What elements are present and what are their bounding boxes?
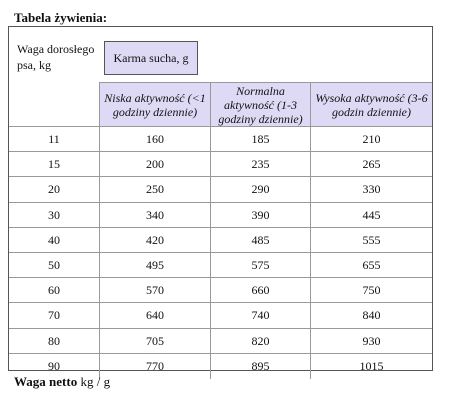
table-row xyxy=(9,176,432,202)
portion-cell: 340 xyxy=(99,203,210,228)
portion-cell: 660 xyxy=(210,278,310,303)
weight-cell: 80 xyxy=(48,333,60,348)
column-header-low: Niska aktywność (<1 godziny dziennie) xyxy=(99,82,210,126)
column-header-high: Wysoka aktywność (3-6 godzin dziennie) xyxy=(310,82,432,126)
column-header-row xyxy=(9,82,432,126)
portion-cell: 420 xyxy=(99,228,210,253)
weight-cell: 11 xyxy=(48,132,60,147)
portion-cell: 290 xyxy=(210,177,310,202)
net-weight-line xyxy=(14,374,110,390)
table-row xyxy=(9,126,432,152)
table-row xyxy=(9,227,432,253)
column-header-normal: Normalna aktywność (1-3 godziny dziennie) xyxy=(210,82,310,126)
table-row xyxy=(9,277,432,303)
feeding-table xyxy=(8,26,433,371)
portion-cell: 655 xyxy=(310,253,432,278)
dry-food-header: Karma sucha, g xyxy=(104,41,198,75)
table-title: Tabela żywienia: xyxy=(14,10,108,25)
portion-cell: 555 xyxy=(310,228,432,253)
table-row xyxy=(9,252,432,278)
weight-cell: 70 xyxy=(48,308,60,323)
portion-cell: 820 xyxy=(210,329,310,354)
weight-cell: 20 xyxy=(48,182,60,197)
portion-cell: 740 xyxy=(210,303,310,328)
weight-cell: 50 xyxy=(48,258,60,273)
net-weight-label: Waga netto xyxy=(14,374,78,389)
portion-cell: 705 xyxy=(99,329,210,354)
portion-cell: 895 xyxy=(210,354,310,379)
weight-cell: 40 xyxy=(48,232,60,247)
table-row xyxy=(9,302,432,328)
portion-cell: 390 xyxy=(210,203,310,228)
portion-cell: 485 xyxy=(210,228,310,253)
portion-cell: 235 xyxy=(210,152,310,177)
net-weight-unit: kg / g xyxy=(80,374,111,389)
portion-cell: 265 xyxy=(310,152,432,177)
portion-cell: 930 xyxy=(310,329,432,354)
portion-cell: 200 xyxy=(99,152,210,177)
portion-cell: 750 xyxy=(310,278,432,303)
table-row xyxy=(9,328,432,354)
portion-cell: 770 xyxy=(99,354,210,379)
portion-cell: 185 xyxy=(210,127,310,152)
weight-header: Waga dorosłego psa, kg xyxy=(17,42,95,72)
portion-cell: 445 xyxy=(310,203,432,228)
portion-cell: 495 xyxy=(99,253,210,278)
portion-cell: 210 xyxy=(310,127,432,152)
portion-cell: 330 xyxy=(310,177,432,202)
weight-cell: 30 xyxy=(48,207,60,222)
portion-cell: 840 xyxy=(310,303,432,328)
portion-cell: 1015 xyxy=(310,354,432,379)
portion-cell: 250 xyxy=(99,177,210,202)
table-row xyxy=(9,202,432,228)
portion-cell: 570 xyxy=(99,278,210,303)
weight-cell: 60 xyxy=(48,283,60,298)
portion-cell: 575 xyxy=(210,253,310,278)
weight-cell: 90 xyxy=(48,358,60,373)
weight-cell: 15 xyxy=(48,157,60,172)
portion-cell: 640 xyxy=(99,303,210,328)
portion-cell: 160 xyxy=(99,127,210,152)
table-row xyxy=(9,151,432,177)
